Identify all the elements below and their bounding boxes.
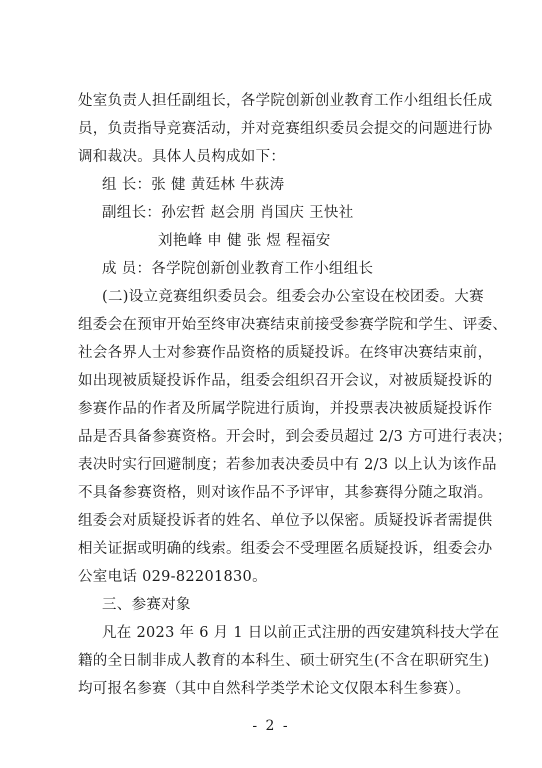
committee-deputy-line: 副组长：孙宏哲 赵会朋 肖国庆 王快社 bbox=[102, 205, 354, 221]
text-line: 组委会在预审开始至终审决赛结束前接受参赛学院和学生、评委、 bbox=[78, 317, 508, 333]
committee-leader-line: 组 长：张 健 黄廷林 牛荻涛 bbox=[102, 177, 285, 193]
paragraph-start: (二)设立竞赛组织委员会。组委会办公室设在校团委。大赛 bbox=[102, 289, 484, 305]
text-line: 如出现被质疑投诉作品，组委会组织召开会议，对被质疑投诉的 bbox=[78, 373, 493, 389]
text-line: 表决时实行回避制度；若参加表决委员中有 2/3 以上认为该作品 bbox=[78, 457, 497, 473]
text-line: 品是否具备参赛资格。开会时，到会委员超过 2/3 方可进行表决； bbox=[78, 429, 512, 445]
text-line: 组委会对质疑投诉者的姓名、单位予以保密。质疑投诉者需提供 bbox=[78, 513, 493, 529]
text-line: 籍的全日制非成人教育的本科生、硕士研究生(不含在职研究生) bbox=[78, 653, 490, 669]
text-line: 相关证据或明确的线索。组委会不受理匿名质疑投诉，组委会办 bbox=[78, 541, 493, 557]
text-line: 参赛作品的作者及所属学院进行质询，并投票表决被质疑投诉作 bbox=[78, 401, 493, 417]
text-line: 处室负责人担任副组长，各学院创新创业教育工作小组组长任成 bbox=[78, 93, 493, 109]
text-line: 均可报名参赛（其中自然科学类学术论文仅限本科生参赛）。 bbox=[78, 681, 471, 697]
text-line: 公室电话 029-82201830。 bbox=[78, 569, 267, 585]
committee-deputy-line-2: 刘艳峰 申 健 张 煜 程福安 bbox=[158, 233, 331, 249]
section-heading: 三、参赛对象 bbox=[102, 597, 191, 613]
text-line: 员，负责指导竞赛活动，并对竞赛组织委员会提交的问题进行协 bbox=[78, 121, 493, 137]
paragraph-start: 凡在 2023 年 6 月 1 日以前正式注册的西安建筑科技大学在 bbox=[102, 625, 500, 641]
page-number: - 2 - bbox=[252, 718, 290, 734]
text-line: 社会各界人士对参赛作品资格的质疑投诉。在终审决赛结束前， bbox=[78, 345, 493, 361]
text-line: 不具备参赛资格，则对该作品不予评审，其参赛得分随之取消。 bbox=[78, 485, 493, 501]
committee-members-line: 成 员：各学院创新创业教育工作小组组长 bbox=[102, 261, 374, 277]
text-line: 调和裁决。具体人员构成如下： bbox=[78, 149, 286, 165]
